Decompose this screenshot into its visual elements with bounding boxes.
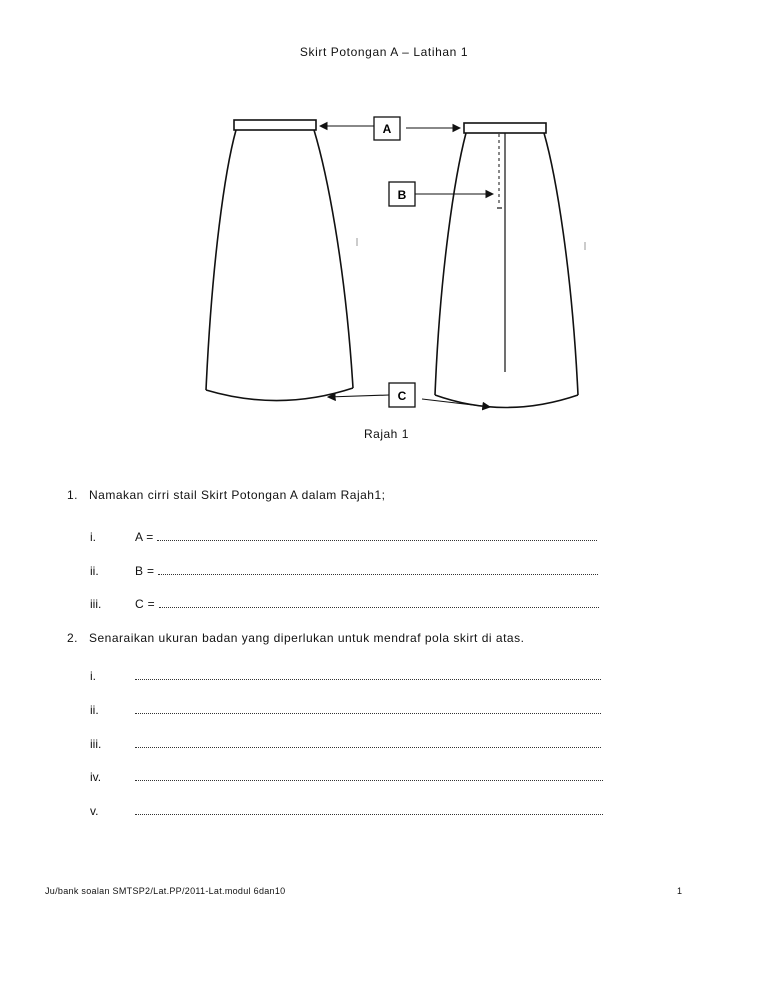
q2-item-1-roman: i. bbox=[90, 669, 96, 683]
page-number: 1 bbox=[677, 886, 683, 896]
front-hem bbox=[206, 388, 353, 401]
front-skirt bbox=[206, 120, 353, 401]
question-1 bbox=[67, 488, 385, 502]
q1-item-2-roman: ii. bbox=[90, 564, 99, 578]
question-1-text: Namakan cirri stail Skirt Potongan A dalam Rajah1; bbox=[89, 488, 386, 502]
q2-item-4-answer bbox=[135, 770, 603, 784]
q2-item-4-roman: iv. bbox=[90, 770, 102, 784]
back-waistband bbox=[464, 123, 546, 133]
q1-item-3-prefix: C = bbox=[135, 597, 155, 611]
q2-item-5-roman: v. bbox=[90, 804, 99, 818]
q1-item-2-answer-line[interactable] bbox=[158, 564, 598, 575]
footer-reference: Ju/bank soalan SMTSP2/Lat.PP/2011-Lat.modul 6dan10 bbox=[45, 886, 286, 896]
q1-item-1-roman: i. bbox=[90, 530, 96, 544]
q1-item-2-prefix: B = bbox=[135, 564, 155, 578]
front-left-side bbox=[206, 130, 236, 390]
q1-item-1-answer-line[interactable] bbox=[157, 530, 597, 541]
question-2 bbox=[67, 631, 524, 645]
back-hem bbox=[435, 395, 578, 408]
q2-item-3-answer-line[interactable] bbox=[135, 737, 601, 748]
q2-item-1-answer-line[interactable] bbox=[135, 669, 601, 680]
arrow-c-front bbox=[328, 395, 389, 397]
q2-item-5-answer-line[interactable] bbox=[135, 804, 603, 815]
q2-item-2-answer-line[interactable] bbox=[135, 703, 601, 714]
back-skirt bbox=[435, 123, 578, 408]
q1-item-3-roman: iii. bbox=[90, 597, 102, 611]
q1-item-3-answer-line[interactable] bbox=[159, 597, 599, 608]
front-waistband bbox=[234, 120, 316, 130]
back-left-side bbox=[435, 133, 466, 395]
question-1-number: 1. bbox=[67, 488, 79, 502]
q2-item-3-roman: iii. bbox=[90, 737, 102, 751]
q2-item-2-roman: ii. bbox=[90, 703, 99, 717]
back-right-side bbox=[544, 133, 578, 395]
label-c: C bbox=[397, 389, 407, 403]
q2-item-4-answer-line[interactable] bbox=[135, 770, 603, 781]
q2-item-2-answer bbox=[135, 703, 601, 717]
label-b: B bbox=[397, 188, 407, 202]
question-2-number: 2. bbox=[67, 631, 79, 645]
label-a: A bbox=[382, 122, 392, 136]
q1-item-1-prefix: A = bbox=[135, 530, 154, 544]
arrow-c-back bbox=[422, 399, 490, 407]
page-title: Skirt Potongan A – Latihan 1 bbox=[299, 45, 469, 59]
q1-item-2-answer bbox=[135, 564, 598, 578]
diagram-caption: Rajah 1 bbox=[364, 427, 409, 441]
q2-item-3-answer bbox=[135, 737, 601, 751]
skirt-diagram bbox=[0, 0, 768, 440]
q2-item-1-answer bbox=[135, 669, 601, 683]
q1-item-3-answer bbox=[135, 597, 599, 611]
front-right-side bbox=[314, 130, 353, 388]
q2-item-5-answer bbox=[135, 804, 603, 818]
q1-item-1-answer bbox=[135, 530, 597, 544]
question-2-text: Senaraikan ukuran badan yang diperlukan untuk mendraf pola skirt di atas. bbox=[89, 631, 525, 645]
